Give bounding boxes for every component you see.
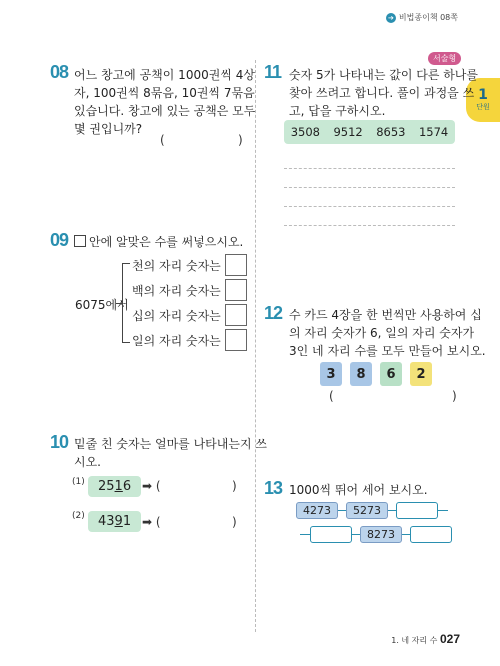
question-number-13: 13	[264, 478, 283, 498]
chip-digits: 25	[98, 479, 115, 494]
number-strip	[284, 120, 455, 144]
place-label: 일의 자리 숫자는	[132, 333, 221, 348]
skip-connector	[388, 510, 396, 511]
strip-number: 1574	[418, 125, 449, 139]
answer-box[interactable]	[225, 329, 247, 351]
number-chip-1	[88, 476, 141, 497]
answer-line[interactable]	[284, 168, 455, 169]
question-08-text	[74, 66, 255, 138]
answer-line[interactable]	[284, 206, 455, 207]
skip-connector	[300, 534, 310, 535]
chip-digits: 43	[98, 514, 115, 529]
strip-number: 8653	[376, 125, 406, 139]
question-11-text	[289, 66, 478, 120]
q12-line: 3인 네 자리 수를 모두 만들어 보시오.	[289, 344, 486, 358]
q11-line: 숫자 5가 나타내는 값이 다른 하나를	[289, 68, 478, 82]
chip-digits: 6	[122, 479, 132, 494]
arrow-answer-2: ➡ (	[142, 515, 161, 529]
q10-line: 시오.	[74, 455, 101, 469]
skip-connector	[438, 510, 448, 511]
question-number-11: 11	[264, 62, 282, 82]
answer-close-2[interactable]: )	[232, 515, 237, 529]
question-13-text: 1000씩 뛰어 세어 보시오.	[289, 483, 428, 497]
strip-number: 3508	[290, 125, 321, 139]
q08-line: 어느 창고에 공책이 1000권씩 4상	[74, 68, 255, 82]
q10-line: 밑줄 친 숫자는 얼마를 나타내는지 쓰	[74, 437, 267, 451]
q12-answer-close[interactable]: )	[452, 389, 457, 403]
skip-box: 4273	[296, 502, 338, 519]
place-row-tens	[132, 304, 247, 326]
q11-line: 찾아 쓰려고 합니다. 풀이 과정을 쓰	[289, 86, 475, 100]
q09-number: 6075에서	[75, 298, 129, 312]
question-number-09: 09	[50, 230, 69, 250]
number-card: 6	[380, 362, 402, 386]
q12-answer-open: (	[329, 389, 334, 403]
place-label: 백의 자리 숫자는	[132, 283, 221, 298]
question-number-10: 10	[50, 432, 69, 452]
bracket	[122, 263, 130, 343]
q12-line: 수 카드 4장을 한 번씩만 사용하여 십	[289, 308, 482, 322]
arrow-answer-1: ➡ (	[142, 479, 161, 493]
column-divider	[255, 60, 256, 632]
number-card: 3	[320, 362, 342, 386]
q08-answer-open: (	[160, 133, 165, 147]
number-cards	[320, 362, 432, 386]
blank-box-icon	[74, 235, 86, 247]
strip-number: 9512	[333, 125, 363, 139]
skip-box-blank[interactable]	[310, 526, 352, 543]
chip-digits: 1	[122, 514, 132, 529]
q08-line: 몇 권입니까?	[74, 122, 143, 136]
q08-line: 있습니다. 창고에 있는 공책은 모두	[74, 104, 256, 118]
answer-box[interactable]	[225, 254, 247, 276]
skip-connector	[338, 510, 346, 511]
skip-box-blank[interactable]	[410, 526, 452, 543]
skip-connector	[402, 534, 410, 535]
answer-close-1[interactable]: )	[232, 479, 237, 493]
number-card: 2	[410, 362, 432, 386]
answer-line[interactable]	[284, 187, 455, 188]
q08-line: 자, 100권씩 8묶음, 10권씩 7묶음	[74, 86, 255, 100]
question-number-08: 08	[50, 62, 69, 82]
skip-count-row-2	[300, 526, 452, 543]
essay-badge: 서술형	[428, 52, 461, 65]
skip-connector	[352, 534, 360, 535]
skip-box: 8273	[360, 526, 402, 543]
q09-instruction: 안에 알맞은 수를 써넣으시오.	[89, 235, 244, 249]
q08-answer-close[interactable]: )	[238, 133, 243, 147]
sub-label-1: (1)	[72, 477, 85, 487]
chapter-title: 1. 네 자리 수	[391, 636, 438, 645]
skip-count-row-1	[296, 502, 448, 519]
question-number-12: 12	[264, 303, 283, 323]
answer-line[interactable]	[284, 225, 455, 226]
place-row-thousands	[132, 254, 247, 276]
answer-box[interactable]	[225, 279, 247, 301]
unit-label: 단원	[476, 103, 490, 111]
number-chip-2	[88, 511, 141, 532]
place-row-hundreds	[132, 279, 247, 301]
reference-text: 비법종이책 08쪽	[398, 13, 458, 22]
sub-label-2: (2)	[72, 511, 85, 521]
underlined-digit: 9	[114, 514, 123, 529]
skip-box: 5273	[346, 502, 388, 519]
number-card: 8	[350, 362, 372, 386]
question-10-text	[74, 435, 267, 471]
underlined-digit: 1	[114, 479, 123, 494]
place-label: 십의 자리 숫자는	[132, 308, 221, 323]
place-label: 천의 자리 숫자는	[132, 258, 221, 273]
page-number: 027	[439, 632, 460, 646]
question-09-text	[74, 233, 243, 251]
page-footer	[391, 632, 460, 646]
q11-line: 고, 답을 구하시오.	[289, 104, 386, 118]
reference-note	[386, 12, 458, 23]
place-row-ones	[132, 329, 247, 351]
arrow-circle-icon: ➔	[386, 13, 396, 23]
answer-box[interactable]	[225, 304, 247, 326]
question-12-text	[289, 306, 486, 360]
skip-box-blank[interactable]	[396, 502, 438, 519]
unit-number: 1	[478, 87, 488, 103]
q12-line: 의 자리 숫자가 6, 일의 자리 숫자가	[289, 326, 475, 340]
